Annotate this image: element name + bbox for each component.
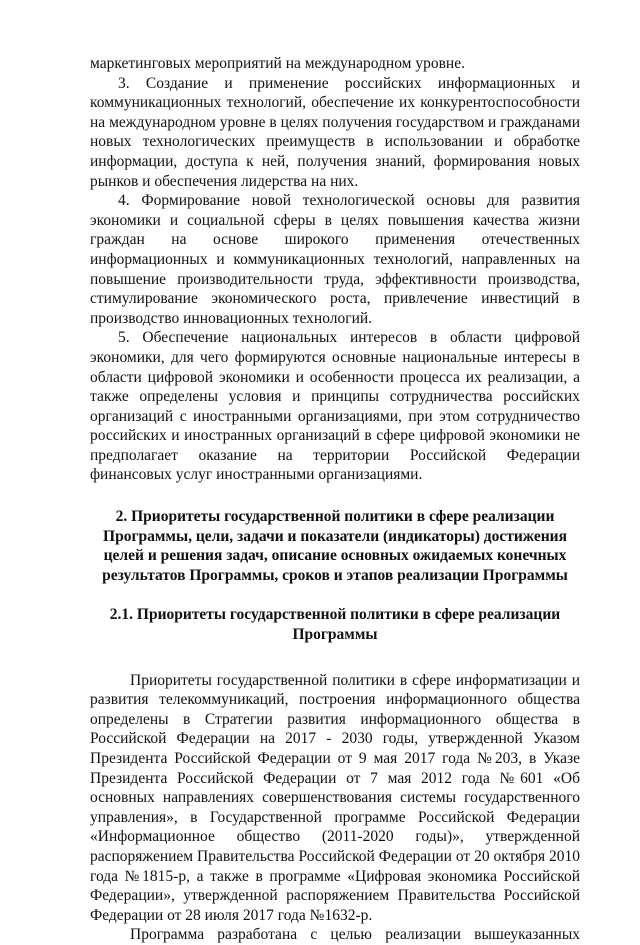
spacer xyxy=(90,645,580,671)
paragraph-program-purpose: Программа разработана с целью реализации вышеуказанных xyxy=(130,926,580,944)
paragraph-item-3: 3. Создание и применение российских информационных и коммуникационных технологий, обеспечение их конкурентоспособности на международном уровне в целях получения государством и гражданами новых технологических преимуществ в использовании и обработке информации, доступа к ней, получения знаний, формирования новых рынков и обеспечения лидерства на них. xyxy=(90,74,580,190)
paragraph-priorities: Приоритеты государственной политики в сфере информатизации и развития телекоммуникаций, построения информационного общества определены в Стратегии развития информационного общества в Российской Федерации на 2017 - 2030 годы, утвержденной Указом Президента Российской Федерации от 9 мая 2017 года №203, в Указе Президента Российской Федерации от 7 мая 2012 года №601 «Об основных направлениях совершенствования системы государственного управления», в Государственной программе Российской Федерации «Информационное общество (2011-2020 годы)», утвержденной распоряжением Правительства Российской Федерации от 20 октября 2010 года №1815-р, а также в программе «Цифровая экономика Российской Федерации», утвержденной распоряжением Правительства Российской Федерации от 28 июля 2017 года №1632-р. xyxy=(90,671,580,924)
paragraph-item-4: 4. Формирование новой технологической основы для развития экономики и социальной сферы в целях повышения качества жизни граждан на основе широкого применения отечественных информационных и коммуникационных технологий, направленных на повышение производительности труда, эффективности производства, стимулирование экономического роста, привлечение инвестиций в производство инновационных технологий. xyxy=(90,192,580,327)
section-heading-2: 2. Приоритеты государственной политики в сфере реализации Программы, цели, задачи и показатели (индикаторы) достижения целей и решения задач, описание основных ожидаемых конечных результатов Программы, сроков и этапов реализации Программы xyxy=(102,508,568,584)
paragraph-continuation: маркетинговых мероприятий на международном уровне. xyxy=(90,55,465,72)
subsection-heading-2-1: 2.1. Приоритеты государственной политики в сфере реализации Программы xyxy=(109,606,561,644)
paragraph-item-5: 5. Обеспечение национальных интересов в области цифровой экономики, для чего формируются основные национальные интересы в области цифровой экономики и особенности процесса их реализации, а также определены условия и принципы сотрудничества российских организаций с иностранными организациями, при этом сотрудничество российских и иностранных организаций в сфере цифровой экономики не предполагает оказание на территории Российской Федерации финансовых услуг иностранными организациями. xyxy=(90,329,580,484)
